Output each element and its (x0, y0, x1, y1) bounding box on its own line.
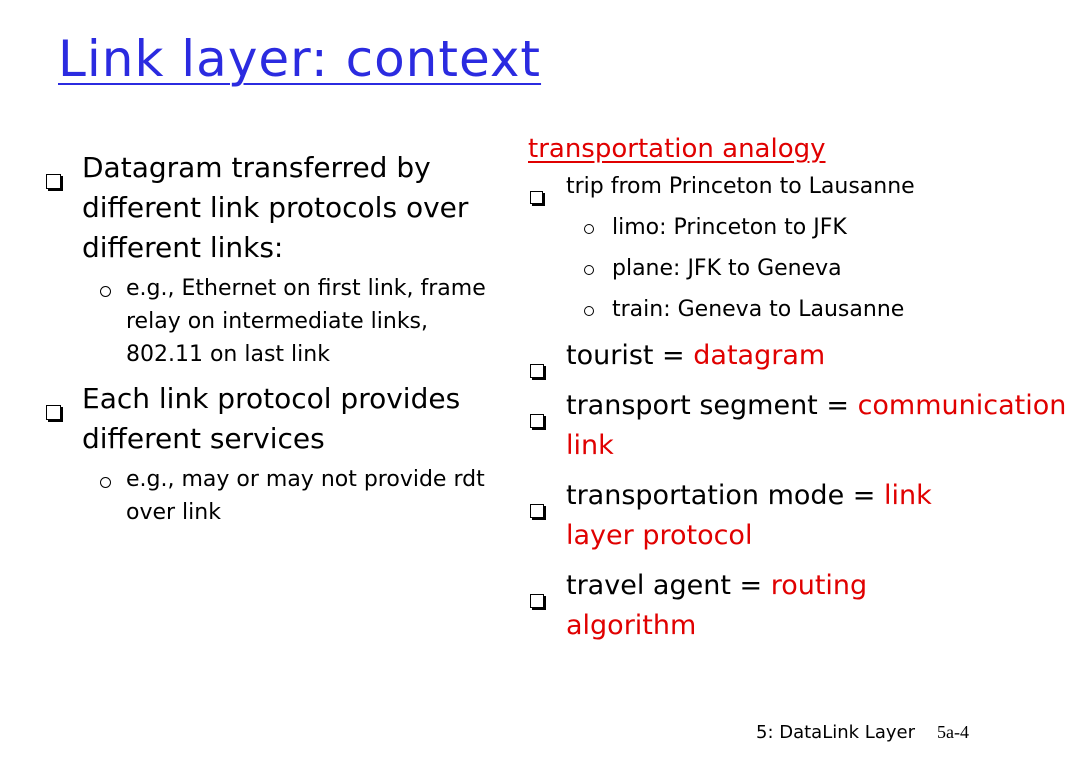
left-bullet-2 (40, 379, 500, 459)
analogy-mode-prefix: transportation mode = (566, 480, 884, 511)
trip-sub-3 (526, 293, 1006, 326)
circle-bullet-icon (584, 265, 594, 275)
analogy-tourist (526, 336, 1006, 376)
analogy-agent-value: routing algorithm (566, 570, 868, 641)
trip-sub-1 (526, 211, 1006, 244)
page-number: 5a-4 (937, 722, 969, 742)
analogy-agent (526, 566, 1006, 646)
analogy-mode (526, 476, 1006, 556)
circle-bullet-icon (100, 477, 111, 488)
square-bullet-icon (530, 350, 544, 390)
analogy-agent-prefix: travel agent = (566, 570, 771, 601)
trip-text: trip from Princeton to Lausanne (566, 174, 915, 199)
analogy-tourist-prefix: tourist = (566, 340, 694, 371)
left-sub-bullet-2 (40, 463, 500, 529)
trip-sub-1-text: limo: Princeton to JFK (612, 215, 847, 240)
analogy-segment-value: communication link (566, 390, 1066, 461)
circle-bullet-icon (584, 224, 594, 234)
left-sub-bullet-2-text: e.g., may or may not provide rdt over link (126, 467, 485, 525)
square-bullet-icon (46, 391, 61, 431)
analogy-tourist-value: datagram (693, 340, 826, 371)
left-sub-bullet-1 (40, 272, 500, 371)
trip-bullet (526, 170, 1006, 203)
left-bullet-1-text: Datagram transferred by different link protocols over different links: (82, 151, 469, 264)
square-bullet-icon (530, 580, 544, 620)
slide-title: Link layer: context (58, 30, 542, 88)
square-bullet-icon (530, 400, 544, 440)
analogy-segment (526, 386, 1066, 466)
square-bullet-icon (530, 181, 543, 214)
left-sub-bullet-1-text: e.g., Ethernet on first link, frame relay on intermediate links, 802.11 on last link (126, 276, 486, 367)
left-bullet-1 (40, 148, 500, 268)
analogy-heading: transportation analogy (528, 134, 826, 164)
trip-sub-2 (526, 252, 1006, 285)
footer-label: 5: DataLink Layer (756, 722, 915, 743)
analogy-mode-value: link layer protocol (566, 480, 932, 551)
left-bullet-2-text: Each link protocol provides different services (82, 382, 461, 455)
circle-bullet-icon (584, 306, 594, 316)
slide-footer (756, 722, 969, 743)
trip-sub-3-text: train: Geneva to Lausanne (612, 297, 905, 322)
circle-bullet-icon (100, 286, 111, 297)
trip-sub-2-text: plane: JFK to Geneva (612, 256, 842, 281)
left-column (40, 148, 500, 529)
analogy-segment-prefix: transport segment = (566, 390, 858, 421)
square-bullet-icon (530, 490, 544, 530)
square-bullet-icon (46, 160, 61, 200)
right-column (526, 134, 1066, 646)
